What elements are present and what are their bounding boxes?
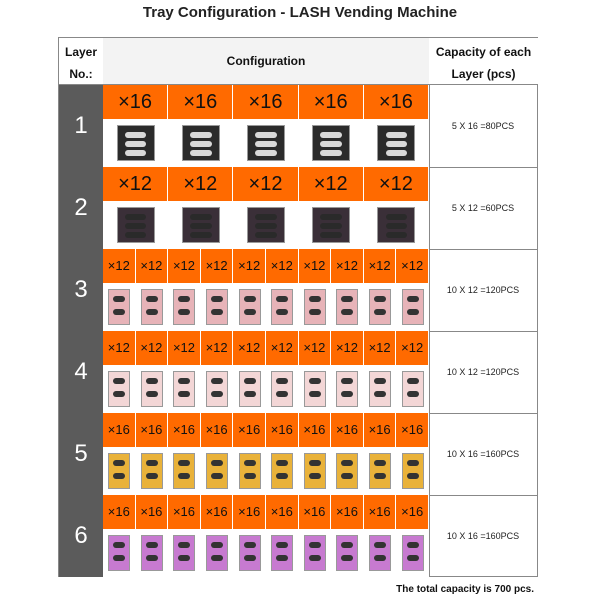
slot-count-label: ×12 <box>396 249 428 283</box>
slot-count-label: ×16 <box>233 413 265 447</box>
lash-box-image <box>402 371 424 407</box>
slot-count-label: ×12 <box>266 249 298 283</box>
lash-strip <box>255 132 277 138</box>
slot-count-label: ×16 <box>233 85 297 119</box>
lash-strip <box>211 309 223 315</box>
lash-strip <box>386 223 408 229</box>
lash-strip <box>178 555 190 561</box>
lash-strip <box>211 378 223 384</box>
lash-strip <box>309 296 321 302</box>
lash-strip <box>341 378 353 384</box>
layer-number: 4 <box>59 331 104 413</box>
lash-box-image <box>304 289 326 325</box>
lash-strip <box>190 150 212 156</box>
slot-count-label: ×12 <box>299 167 363 201</box>
lash-strip <box>374 309 386 315</box>
tray-slot <box>103 331 136 413</box>
lash-strip <box>276 296 288 302</box>
lash-box-image <box>369 535 391 571</box>
lash-strip <box>178 296 190 302</box>
tray-slot <box>266 413 299 495</box>
lash-box-image <box>247 207 285 243</box>
lash-strip <box>407 391 419 397</box>
slot-count-label: ×16 <box>168 413 200 447</box>
tray-slot <box>331 495 364 577</box>
lash-strip <box>146 460 158 466</box>
tray-slot <box>136 331 169 413</box>
lash-strip <box>255 214 277 220</box>
lash-strip <box>146 309 158 315</box>
tray-slot <box>103 495 136 577</box>
lash-strip <box>113 309 125 315</box>
slot-count-label: ×16 <box>331 413 363 447</box>
lash-box-image <box>402 289 424 325</box>
slot-count-label: ×12 <box>103 167 167 201</box>
lash-strip <box>190 232 212 238</box>
lash-strip <box>211 391 223 397</box>
lash-strip <box>244 309 256 315</box>
slot-count-label: ×12 <box>136 249 168 283</box>
lash-strip <box>309 460 321 466</box>
lash-strip <box>255 223 277 229</box>
layer-number: 2 <box>59 167 104 249</box>
lash-strip <box>146 542 158 548</box>
lash-strip <box>125 214 147 220</box>
slot-count-label: ×12 <box>168 249 200 283</box>
lash-strip <box>320 132 342 138</box>
tray-slot <box>168 249 201 331</box>
lash-strip <box>244 555 256 561</box>
tray-slot <box>364 413 397 495</box>
tray-slot <box>136 249 169 331</box>
slot-count-label: ×12 <box>168 331 200 365</box>
tray-slot <box>331 331 364 413</box>
lash-box-image <box>312 125 350 161</box>
tray-slot <box>364 495 397 577</box>
lash-strip <box>113 473 125 479</box>
layer-capacity: 10 X 12 =120PCS <box>446 367 520 377</box>
lash-strip <box>190 132 212 138</box>
table-row <box>59 167 537 250</box>
lash-strip <box>178 473 190 479</box>
tray-slot <box>233 85 298 167</box>
slot-count-label: ×16 <box>103 85 167 119</box>
tray-slot <box>233 331 266 413</box>
lash-box-image <box>141 535 163 571</box>
lash-box-image <box>336 535 358 571</box>
lash-strip <box>386 150 408 156</box>
slot-count-label: ×16 <box>233 495 265 529</box>
layer-configuration <box>103 249 430 331</box>
lash-strip <box>190 141 212 147</box>
tray-slot <box>201 249 234 331</box>
layer-number: 1 <box>59 85 104 167</box>
lash-box-image <box>336 453 358 489</box>
header-configuration: Configuration <box>103 38 430 85</box>
lash-strip <box>211 296 223 302</box>
lash-strip <box>125 223 147 229</box>
lash-strip <box>113 378 125 384</box>
slot-count-label: ×12 <box>103 249 135 283</box>
lash-strip <box>309 309 321 315</box>
lash-strip <box>320 141 342 147</box>
lash-box-image <box>369 453 391 489</box>
tray-slot <box>201 413 234 495</box>
lash-strip <box>178 378 190 384</box>
table-row <box>59 413 537 496</box>
lash-strip <box>341 391 353 397</box>
layer-number: 3 <box>59 249 104 331</box>
slot-count-label: ×12 <box>103 331 135 365</box>
lash-strip <box>113 460 125 466</box>
lash-box-image <box>117 207 155 243</box>
slot-count-label: ×16 <box>266 495 298 529</box>
lash-strip <box>113 391 125 397</box>
lash-strip <box>276 460 288 466</box>
slot-count-label: ×16 <box>299 495 331 529</box>
layer-configuration <box>103 495 430 577</box>
lash-strip <box>211 555 223 561</box>
tray-slot <box>299 167 364 249</box>
tray-slot <box>331 413 364 495</box>
lash-strip <box>374 391 386 397</box>
lash-strip <box>407 460 419 466</box>
tray-slot <box>136 413 169 495</box>
lash-strip <box>244 460 256 466</box>
lash-box-image <box>247 125 285 161</box>
tray-slot <box>299 331 332 413</box>
slot-count-label: ×16 <box>103 495 135 529</box>
lash-strip <box>407 296 419 302</box>
lash-strip <box>374 473 386 479</box>
lash-box-image <box>173 371 195 407</box>
lash-strip <box>320 214 342 220</box>
lash-box-image <box>377 207 415 243</box>
tray-slot <box>136 495 169 577</box>
lash-box-image <box>117 125 155 161</box>
slot-count-label: ×12 <box>299 331 331 365</box>
lash-strip <box>255 232 277 238</box>
table-row <box>59 249 537 332</box>
tray-slot <box>168 331 201 413</box>
tray-slot <box>299 85 364 167</box>
slot-count-label: ×12 <box>364 167 428 201</box>
slot-count-label: ×16 <box>364 85 428 119</box>
lash-strip <box>276 542 288 548</box>
layer-configuration <box>103 85 430 167</box>
layer-capacity: 10 X 12 =120PCS <box>446 285 520 295</box>
tray-slot <box>396 413 429 495</box>
configuration-table <box>58 37 538 577</box>
slot-count-label: ×16 <box>266 413 298 447</box>
lash-strip <box>244 391 256 397</box>
lash-box-image <box>206 371 228 407</box>
tray-slot <box>396 249 429 331</box>
lash-strip <box>407 555 419 561</box>
tray-slot <box>299 249 332 331</box>
lash-box-image <box>108 535 130 571</box>
layer-capacity: 5 X 12 =60PCS <box>451 203 515 213</box>
lash-strip <box>211 460 223 466</box>
slot-count-label: ×16 <box>136 495 168 529</box>
tray-slot <box>233 167 298 249</box>
tray-slot <box>168 495 201 577</box>
tray-slot <box>233 249 266 331</box>
lash-strip <box>374 555 386 561</box>
lash-strip <box>244 542 256 548</box>
tray-slot <box>364 331 397 413</box>
lash-strip <box>309 473 321 479</box>
lash-strip <box>244 378 256 384</box>
lash-strip <box>407 378 419 384</box>
tray-slot <box>266 331 299 413</box>
lash-box-image <box>336 289 358 325</box>
lash-strip <box>255 150 277 156</box>
tray-slot <box>103 85 168 167</box>
lash-strip <box>146 296 158 302</box>
layer-capacity: 5 X 16 =80PCS <box>451 121 515 131</box>
lash-strip <box>276 309 288 315</box>
lash-box-image <box>182 125 220 161</box>
lash-box-image <box>402 453 424 489</box>
lash-strip <box>146 473 158 479</box>
slot-count-label: ×16 <box>396 413 428 447</box>
slot-count-label: ×16 <box>103 413 135 447</box>
lash-strip <box>386 132 408 138</box>
total-capacity-note: The total capacity is 700 pcs. <box>396 584 534 595</box>
lash-strip <box>341 309 353 315</box>
lash-box-image <box>141 453 163 489</box>
lash-strip <box>374 542 386 548</box>
lash-box-image <box>173 289 195 325</box>
lash-box-image <box>108 371 130 407</box>
lash-strip <box>190 223 212 229</box>
lash-strip <box>374 460 386 466</box>
slot-count-label: ×16 <box>364 413 396 447</box>
lash-strip <box>320 223 342 229</box>
lash-strip <box>276 473 288 479</box>
slot-count-label: ×12 <box>331 249 363 283</box>
lash-box-image <box>173 453 195 489</box>
slot-count-label: ×16 <box>201 413 233 447</box>
lash-box-image <box>182 207 220 243</box>
lash-strip <box>125 132 147 138</box>
lash-strip <box>407 542 419 548</box>
tray-slot <box>364 249 397 331</box>
lash-strip <box>276 391 288 397</box>
lash-strip <box>146 391 158 397</box>
slot-count-label: ×16 <box>299 413 331 447</box>
lash-box-image <box>369 371 391 407</box>
lash-strip <box>386 214 408 220</box>
lash-strip <box>178 391 190 397</box>
tray-slot <box>201 331 234 413</box>
lash-box-image <box>336 371 358 407</box>
lash-box-image <box>141 289 163 325</box>
layer-capacity: 10 X 16 =160PCS <box>446 531 520 541</box>
lash-strip <box>407 473 419 479</box>
tray-slot <box>168 413 201 495</box>
lash-box-image <box>108 453 130 489</box>
layer-number: 5 <box>59 413 104 495</box>
lash-strip <box>407 309 419 315</box>
lash-strip <box>341 555 353 561</box>
lash-strip <box>374 378 386 384</box>
layer-configuration <box>103 413 430 495</box>
lash-strip <box>211 542 223 548</box>
tray-slot <box>331 249 364 331</box>
slot-count-label: ×16 <box>136 413 168 447</box>
header-layer-no: Layer No.: <box>59 38 104 85</box>
lash-box-image <box>304 453 326 489</box>
lash-strip <box>320 150 342 156</box>
lash-strip <box>178 309 190 315</box>
lash-box-image <box>369 289 391 325</box>
tray-slot <box>364 85 429 167</box>
tray-slot <box>266 249 299 331</box>
lash-strip <box>255 141 277 147</box>
lash-box-image <box>271 535 293 571</box>
slot-count-label: ×16 <box>331 495 363 529</box>
lash-strip <box>341 542 353 548</box>
slot-count-label: ×12 <box>201 331 233 365</box>
lash-strip <box>125 232 147 238</box>
slot-count-label: ×16 <box>201 495 233 529</box>
lash-strip <box>341 460 353 466</box>
slot-count-label: ×12 <box>266 331 298 365</box>
tray-slot <box>168 167 233 249</box>
lash-box-image <box>141 371 163 407</box>
lash-box-image <box>206 535 228 571</box>
lash-box-image <box>271 453 293 489</box>
lash-strip <box>244 473 256 479</box>
slot-count-label: ×12 <box>331 331 363 365</box>
slot-count-label: ×12 <box>136 331 168 365</box>
lash-strip <box>178 542 190 548</box>
lash-strip <box>309 378 321 384</box>
tray-slot <box>364 167 429 249</box>
lash-box-image <box>239 535 261 571</box>
slot-count-label: ×12 <box>201 249 233 283</box>
tray-slot <box>233 495 266 577</box>
lash-strip <box>178 460 190 466</box>
lash-box-image <box>312 207 350 243</box>
lash-strip <box>276 555 288 561</box>
layer-configuration <box>103 167 430 249</box>
slot-count-label: ×12 <box>364 249 396 283</box>
lash-strip <box>309 555 321 561</box>
lash-box-image <box>239 371 261 407</box>
slot-count-label: ×16 <box>364 495 396 529</box>
lash-strip <box>309 391 321 397</box>
page-title: Tray Configuration - LASH Vending Machine <box>142 4 458 21</box>
tray-slot <box>103 413 136 495</box>
lash-strip <box>341 296 353 302</box>
lash-box-image <box>271 371 293 407</box>
lash-strip <box>309 542 321 548</box>
tray-slot <box>266 495 299 577</box>
lash-box-image <box>206 289 228 325</box>
slot-count-label: ×12 <box>299 249 331 283</box>
lash-strip <box>341 473 353 479</box>
header-capacity: Capacity of each Layer (pcs) <box>429 38 538 85</box>
lash-strip <box>386 141 408 147</box>
lash-box-image <box>271 289 293 325</box>
lash-strip <box>125 150 147 156</box>
slot-count-label: ×12 <box>168 167 232 201</box>
lash-strip <box>244 296 256 302</box>
lash-strip <box>374 296 386 302</box>
slot-count-label: ×16 <box>168 85 232 119</box>
lash-strip <box>113 542 125 548</box>
lash-strip <box>113 296 125 302</box>
tray-slot <box>299 495 332 577</box>
lash-box-image <box>108 289 130 325</box>
slot-count-label: ×12 <box>233 249 265 283</box>
tray-slot <box>233 413 266 495</box>
lash-strip <box>146 378 158 384</box>
slot-count-label: ×12 <box>364 331 396 365</box>
tray-slot <box>396 495 429 577</box>
tray-slot <box>299 413 332 495</box>
lash-strip <box>320 232 342 238</box>
layer-number: 6 <box>59 495 104 577</box>
table-row <box>59 85 537 168</box>
table-row <box>59 495 537 577</box>
table-row <box>59 331 537 414</box>
tray-slot <box>396 331 429 413</box>
tray-slot <box>168 85 233 167</box>
lash-strip <box>211 473 223 479</box>
lash-strip <box>125 141 147 147</box>
lash-strip <box>386 232 408 238</box>
lash-box-image <box>239 289 261 325</box>
layer-capacity: 10 X 16 =160PCS <box>446 449 520 459</box>
lash-box-image <box>206 453 228 489</box>
lash-strip <box>146 555 158 561</box>
slot-count-label: ×12 <box>233 167 297 201</box>
lash-box-image <box>239 453 261 489</box>
slot-count-label: ×12 <box>233 331 265 365</box>
slot-count-label: ×16 <box>299 85 363 119</box>
lash-strip <box>113 555 125 561</box>
tray-slot <box>201 495 234 577</box>
slot-count-label: ×12 <box>396 331 428 365</box>
tray-slot <box>103 249 136 331</box>
tray-slot <box>103 167 168 249</box>
lash-box-image <box>377 125 415 161</box>
layer-configuration <box>103 331 430 413</box>
lash-strip <box>190 214 212 220</box>
lash-box-image <box>304 535 326 571</box>
lash-box-image <box>402 535 424 571</box>
lash-strip <box>276 378 288 384</box>
slot-count-label: ×16 <box>168 495 200 529</box>
slot-count-label: ×16 <box>396 495 428 529</box>
lash-box-image <box>304 371 326 407</box>
lash-box-image <box>173 535 195 571</box>
